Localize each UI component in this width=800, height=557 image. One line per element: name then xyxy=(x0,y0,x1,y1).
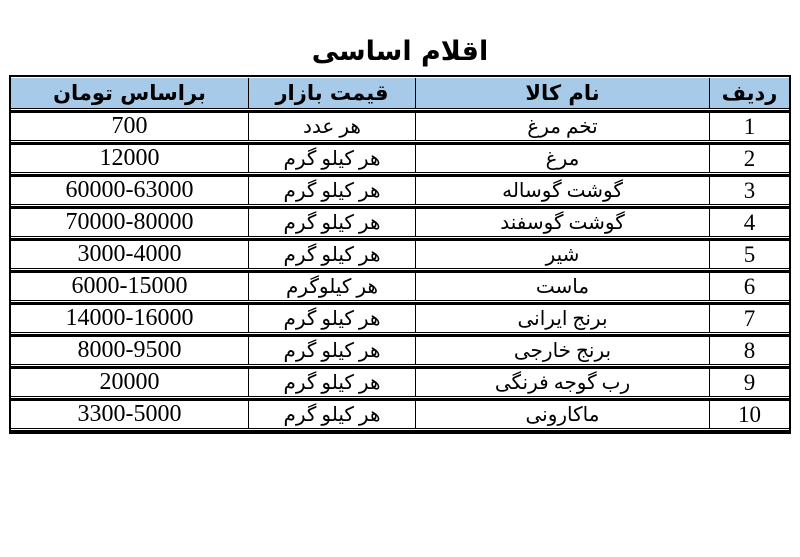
table-row xyxy=(11,302,789,333)
price-value-cell: 3300-5000 xyxy=(11,398,248,429)
price-value-cell: 60000-63000 xyxy=(11,174,248,205)
price-unit-cell: هر کیلوگرم xyxy=(248,270,415,301)
price-value-cell: 14000-16000 xyxy=(11,302,248,333)
price-unit-cell: هر کیلو گرم xyxy=(248,398,415,429)
item-name-cell: گوشت گوساله xyxy=(415,174,709,205)
table-row xyxy=(11,334,789,365)
price-unit-cell: هر کیلو گرم xyxy=(248,174,415,205)
price-value-cell: 700 xyxy=(11,110,248,141)
item-name-cell: ماکارونی xyxy=(415,398,709,429)
items-table-body xyxy=(11,110,789,429)
row-number-cell: 3 xyxy=(709,174,789,205)
price-value-cell: 70000-80000 xyxy=(11,206,248,237)
price-unit-cell: هر کیلو گرم xyxy=(248,142,415,173)
item-name-cell: شیر xyxy=(415,238,709,269)
row-number-cell: 2 xyxy=(709,142,789,173)
row-number-cell: 8 xyxy=(709,334,789,365)
column-header-market-price-unit: قیمت بازار xyxy=(248,78,415,109)
column-header-radif: ردیف xyxy=(709,78,789,109)
table-header-row xyxy=(11,78,789,109)
price-value-cell: 3000-4000 xyxy=(11,238,248,269)
item-name-cell: رب گوجه فرنگی xyxy=(415,366,709,397)
row-number-cell: 5 xyxy=(709,238,789,269)
table-row xyxy=(11,110,789,141)
table-row xyxy=(11,238,789,269)
item-name-cell: تخم مرغ xyxy=(415,110,709,141)
price-unit-cell: هر کیلو گرم xyxy=(248,334,415,365)
table-header xyxy=(11,78,789,109)
column-header-item-name: نام کالا xyxy=(415,78,709,109)
item-name-cell: مرغ xyxy=(415,142,709,173)
price-unit-cell: هر کیلو گرم xyxy=(248,366,415,397)
price-value-cell: 12000 xyxy=(11,142,248,173)
price-unit-cell: هر کیلو گرم xyxy=(248,206,415,237)
table-row xyxy=(11,270,789,301)
row-number-cell: 9 xyxy=(709,366,789,397)
price-unit-cell: هر عدد xyxy=(248,110,415,141)
price-unit-cell: هر کیلو گرم xyxy=(248,302,415,333)
item-name-cell: برنج خارجی xyxy=(415,334,709,365)
item-name-cell: برنج ایرانی xyxy=(415,302,709,333)
table-row xyxy=(11,174,789,205)
page-title: اقلام اساسی xyxy=(311,36,489,67)
row-number-cell: 4 xyxy=(709,206,789,237)
item-name-cell: ماست xyxy=(415,270,709,301)
price-unit-cell: هر کیلو گرم xyxy=(248,238,415,269)
table-row xyxy=(11,206,789,237)
row-number-cell: 1 xyxy=(709,110,789,141)
table-row xyxy=(11,398,789,429)
row-number-cell: 6 xyxy=(709,270,789,301)
item-name-cell: گوشت گوسفند xyxy=(415,206,709,237)
table-row xyxy=(11,142,789,173)
basic-items-table xyxy=(9,75,791,434)
table-row xyxy=(11,366,789,397)
price-value-cell: 6000-15000 xyxy=(11,270,248,301)
price-value-cell: 8000-9500 xyxy=(11,334,248,365)
row-number-cell: 10 xyxy=(709,398,789,429)
row-number-cell: 7 xyxy=(709,302,789,333)
column-header-price-toman: براساس تومان xyxy=(11,78,248,109)
price-value-cell: 20000 xyxy=(11,366,248,397)
